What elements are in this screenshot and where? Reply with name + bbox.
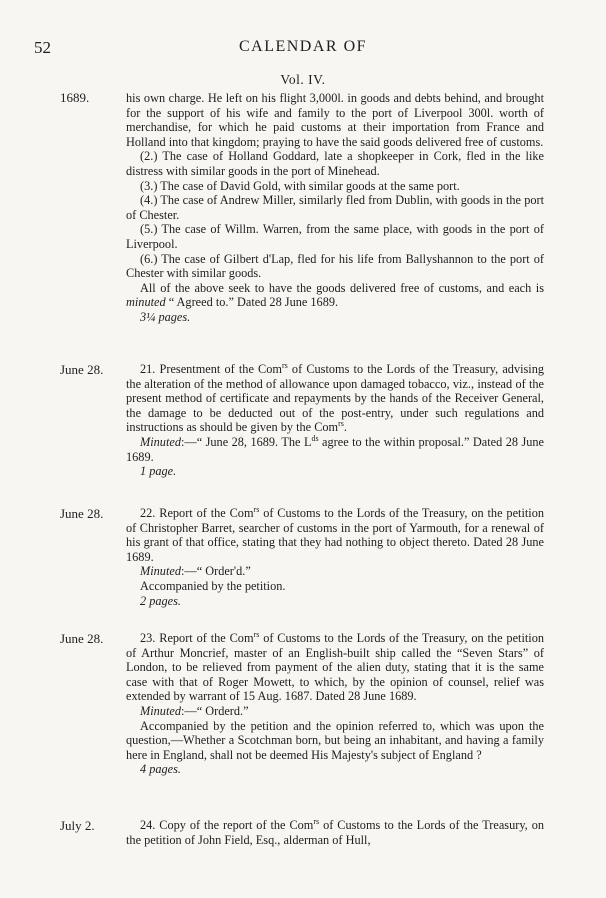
margin-year: 1689. — [60, 90, 90, 105]
continued-entry — [126, 91, 544, 325]
entry-22-accompanied: Accompanied by the petition. — [140, 578, 286, 593]
page-count: 4 pages. — [140, 762, 181, 777]
case-6: (6.) The case of Gilbert d'Lap, fled for his life from Ballyshannon to the port of Chester with similar goods. — [126, 251, 544, 281]
continuation-paragraph: his own charge. He left on his flight 3,000l. in goods and debts behind, and brought for the support of his wife and family to the port of Liverpool 300l. worth of merchandise, for which he paid customs at their importation from France and Holland into that kingdom; praying to have the said goods delivered free of customs. — [126, 91, 544, 149]
case-4: (4.) The case of Andrew Miller, similarly fled from Dublin, with goods in the port of Chester. — [126, 193, 544, 222]
case-2: (2.) The case of Holland Goddard, late a shopkeeper in Cork, fled in the like distress with similar goods in the port of Minehead. — [126, 149, 544, 178]
case-5: (5.) The case of Willm. Warren, from the same place, with goods in the port of Liverpool. — [126, 222, 544, 251]
entry-23-accompanied: Accompanied by the petition and the opinion referred to, which was upon the question,—Whether a Scotchman born, but being an inhabitant, and having a family here in England, shall not be deemed His Majesty's subject of England ? — [126, 718, 544, 762]
entry-21-minute: Minuted:—“ June 28, 1689. The $L^{ds}$ agree to the within proposal.” Dated 28 June 1689. — [126, 433, 545, 464]
entry-22 — [126, 506, 544, 608]
entry-22-text: 22. Report of the Com$^{rs}$ of Customs to the Lords of the Treasury, on the petition of Christopher Barret, searcher of customs in the port of Yarmouth, for a renewal of his grant of that office, stating that they had nothing to object thereto. Dated 28 June 1689. — [126, 504, 544, 564]
page-count: 2 pages. — [140, 593, 181, 608]
case-3: (3.) The case of David Gold, with similar goods at the same port. — [140, 178, 460, 193]
entry-23-minute: Minuted:—“ Orderd.” — [140, 703, 249, 718]
page-count: 3¼ pages. — [140, 309, 191, 324]
entry-24-text: 24. Copy of the report of the Com$^{rs}$ of Customs to the Lords of the Treasury, on the petition of John Field, Esq., alderman of Hull, — [126, 816, 544, 847]
entry-23-text: 23. Report of the Com$^{rs}$ of Customs to the Lords of the Treasury, on the petition of Arthur Moncrief, master of an English-built ship called the “Seven Stars” of London, to be relieved from payment of the alien duty, stating that it is the same case with that of Roger Mowett, to which, by the opinion of counsel, relief was extended by warrant of 15 Aug. 1687. Dated 28 June 1689. — [126, 629, 544, 704]
page-header — [34, 38, 572, 62]
page-count: 1 page. — [140, 464, 177, 479]
page-number: 52 — [34, 38, 51, 57]
running-title: CALENDAR OF — [238, 38, 368, 55]
margin-date-entry-24: July 2. — [60, 818, 95, 833]
margin-date-entry-21: June 28. — [60, 362, 104, 377]
summary-paragraph: All of the above seek to have the goods delivered free of customs, and each is minuted “ Agreed to.” Dated 28 June 1689. — [126, 280, 544, 310]
entry-24 — [126, 818, 544, 847]
entry-23 — [126, 631, 544, 777]
entry-21-text: 21. Presentment of the Com$^{rs}$ of Customs to the Lords of the Treasury, advising the alteration of the method of allowance upon damaged tobacco, viz., instead of the present method of certificate and repayments by the hands of the Receiver General, the damage to be deducted out of the post-entry, under such regulations and instructions as should be given by the Com$^{rs}$. — [126, 360, 545, 435]
margin-date-entry-22: June 28. — [60, 506, 104, 521]
volume-label: Vol. IV. — [280, 72, 326, 87]
entry-21 — [126, 362, 544, 479]
margin-date-entry-23: June 28. — [60, 631, 104, 646]
entry-22-minute: Minuted:—“ Order'd.” — [140, 564, 251, 579]
